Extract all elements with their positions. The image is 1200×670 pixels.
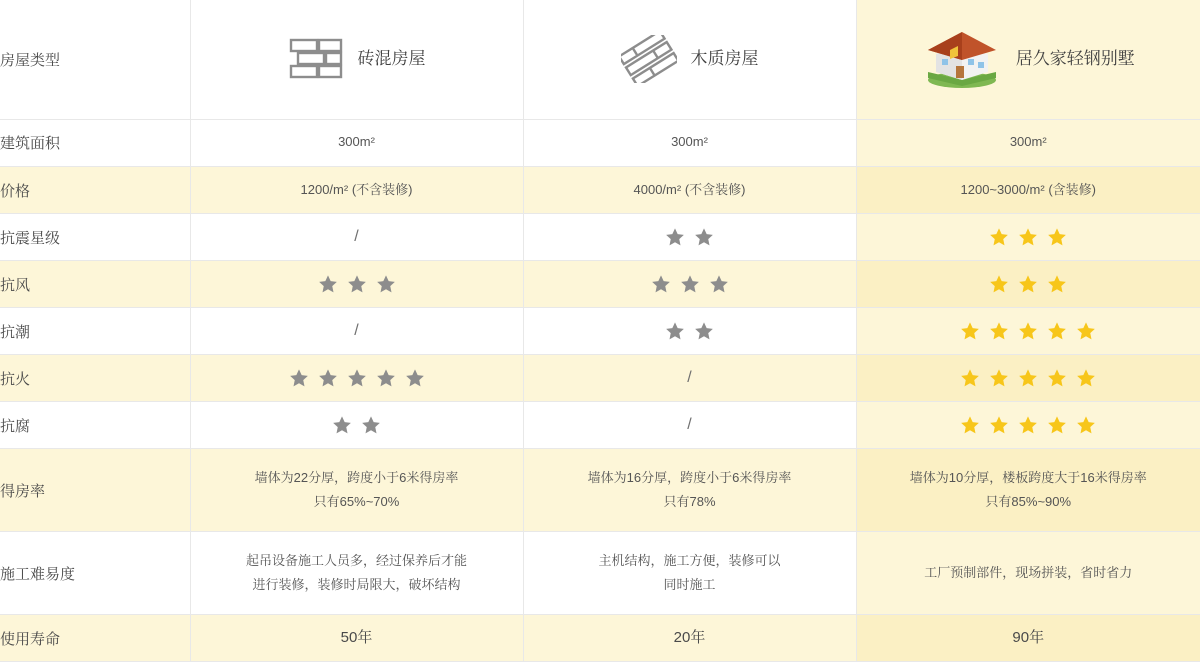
cell-brick [190,167,523,214]
star-rating [857,415,1200,435]
page-title: 房屋类型 [0,51,61,69]
star-rating [524,321,856,341]
not-applicable: / [687,416,692,433]
cell-steel [856,308,1200,355]
row-label: 使用寿命 [0,615,190,662]
cell-brick [190,355,523,402]
column-title-steel: 居久家轻钢别墅 [1015,49,1135,69]
cell-steel [856,214,1200,261]
row-label: 施工难易度 [0,532,190,615]
star-rating [191,415,523,435]
cell-text-line: 进行装修，装修时局限大，破坏结构 [252,577,461,592]
table-row [0,449,1200,532]
cell-value: 300m² [671,134,708,150]
cell-brick [190,120,523,167]
cell-wood [523,167,856,214]
cell-text-line: 墙体为22分厚，跨度小于6米得房率 [254,469,459,485]
star-rating [191,368,523,388]
cell-text-line: 墙体为16分厚，跨度小于6米得房率 [587,469,792,485]
cell-steel [856,615,1200,662]
cell-text [191,549,523,597]
cell-steel [856,355,1200,402]
cell-steel [856,532,1200,615]
cell-wood [523,615,856,662]
cell-wood [523,532,856,615]
cell-steel [856,402,1200,449]
star-rating [191,274,523,294]
table-row [0,167,1200,214]
cell-brick [190,449,523,532]
table-row [0,355,1200,402]
cell-brick [190,402,523,449]
row-label: 得房率 [0,449,190,532]
cell-brick [190,261,523,308]
cell-text [857,561,1200,585]
header-label-cell [0,0,190,119]
cell-text-line: 同时施工 [663,577,716,592]
wood-planks-icon [621,35,677,83]
cell-value: 50年 [340,628,373,646]
star-rating [524,227,856,247]
table-row [0,532,1200,615]
table-row [0,120,1200,167]
cell-text-line: 只有85%~90% [985,494,1072,509]
column-title-brick: 砖混房屋 [357,49,426,69]
cell-text [857,466,1200,514]
cell-wood [523,120,856,167]
cell-value: 4000/m² (不含装修) [633,181,746,197]
cell-text-line: 只有65%~70% [313,494,400,509]
cell-value: 300m² [338,134,375,150]
star-rating [524,274,856,294]
cell-value: 1200/m² (不含装修) [300,181,413,197]
table-row [0,261,1200,308]
cell-wood [523,308,856,355]
cell-steel [856,120,1200,167]
cell-text-line: 起吊设备施工人员多，经过保养后才能 [245,552,467,568]
row-label: 抗震星级 [0,214,190,261]
header-cell-steel [856,0,1200,119]
table-row [0,615,1200,662]
cell-wood [523,355,856,402]
cell-text [524,549,856,597]
not-applicable: / [354,228,359,245]
cell-steel [856,167,1200,214]
cell-wood [523,214,856,261]
star-rating [857,227,1200,247]
row-label: 抗腐 [0,402,190,449]
table-row [0,308,1200,355]
cell-steel [856,449,1200,532]
cell-value: 1200~3000/m² (含装修) [960,181,1096,197]
not-applicable: / [687,369,692,386]
cell-text-line: 墙体为10分厚，楼板跨度大于16米得房率 [909,469,1147,485]
star-rating [857,321,1200,341]
star-rating [857,368,1200,388]
cell-wood [523,449,856,532]
cell-text [524,466,856,514]
cell-brick [190,532,523,615]
column-title-wood: 木质房屋 [690,49,759,69]
brick-wall-icon [288,36,344,82]
row-label: 建筑面积 [0,120,190,167]
cell-brick [190,615,523,662]
steel-villa-house-icon [922,28,1002,90]
cell-value: 20年 [673,628,706,646]
header-cell-brick [190,0,523,119]
table-row [0,214,1200,261]
star-rating [857,274,1200,294]
row-label: 抗风 [0,261,190,308]
cell-steel [856,261,1200,308]
cell-brick [190,214,523,261]
table-row [0,402,1200,449]
cell-value: 90年 [1012,628,1045,646]
table-header-row [0,0,1200,119]
cell-text-line: 工厂预制部件，现场拼装，省时省力 [924,564,1133,580]
cell-text-line: 主机结构，施工方便，装修可以 [598,552,781,568]
cell-text-line: 只有78% [663,494,716,509]
comparison-body [0,120,1200,663]
cell-wood [523,261,856,308]
row-label: 价格 [0,167,190,214]
cell-value: 300m² [1009,134,1047,150]
cell-wood [523,402,856,449]
not-applicable: / [354,322,359,339]
cell-brick [190,308,523,355]
house-type-comparison-table [0,0,1200,120]
cell-text [191,466,523,514]
row-label: 抗火 [0,355,190,402]
header-cell-wood [523,0,856,119]
row-label: 抗潮 [0,308,190,355]
